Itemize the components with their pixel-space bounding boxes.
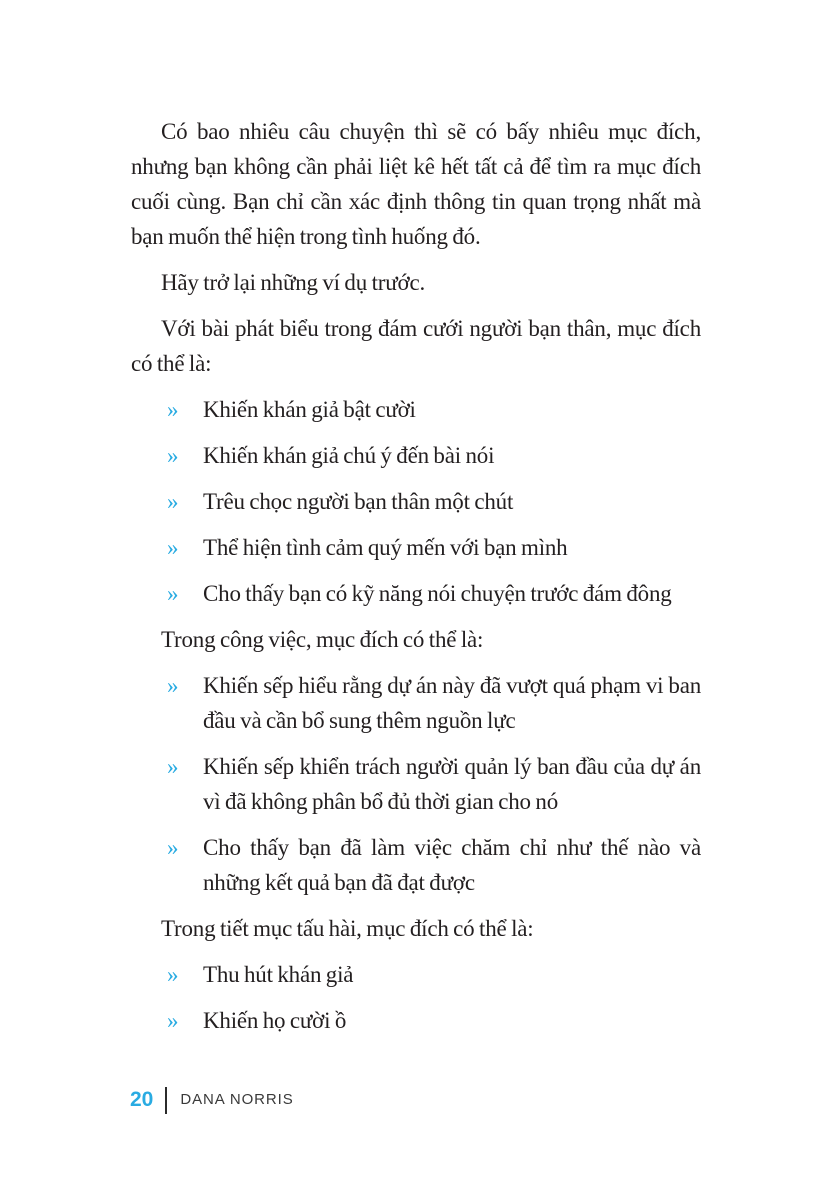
list-item <box>131 484 701 519</box>
list-item-text: Cho thấy bạn đã làm việc chăm chỉ như thế nào và những kết quả bạn đã đạt được <box>203 835 701 895</box>
list-item-text: Khiến họ cười ồ <box>203 1008 347 1033</box>
page-footer <box>130 1086 294 1114</box>
list-item <box>131 576 701 611</box>
list-item <box>131 749 701 819</box>
bullet-marker-icon: » <box>167 962 179 987</box>
bullet-marker-icon: » <box>167 443 179 468</box>
list-item-text: Cho thấy bạn có kỹ năng nói chuyện trước đám đông <box>203 581 672 606</box>
list-item <box>131 438 701 473</box>
paragraph: Trong công việc, mục đích có thể là: <box>161 627 484 652</box>
bullet-marker-icon: » <box>167 581 179 606</box>
list-item-text: Khiến khán giả chú ý đến bài nói <box>203 443 495 468</box>
paragraph: Có bao nhiêu câu chuyện thì sẽ có bấy nhiêu mục đích, nhưng bạn không cần phải liệt kê hết tất cả để tìm ra mục đích cuối cùng. Bạn chỉ cần xác định thông tin quan trọng nhất mà bạn muốn thể hiện trong tình huống đó. <box>131 119 701 249</box>
list-item-text: Trêu chọc người bạn thân một chút <box>203 489 514 514</box>
paragraph: Trong tiết mục tấu hài, mục đích có thể là: <box>161 916 534 941</box>
paragraph: Với bài phát biểu trong đám cưới người bạn thân, mục đích có thể là: <box>131 316 701 376</box>
bullet-marker-icon: » <box>167 1008 179 1033</box>
list-item-text: Khiến khán giả bật cười <box>203 397 416 422</box>
bullet-marker-icon: » <box>167 397 179 422</box>
list-item-text: Khiến sếp hiểu rằng dự án này đã vượt quá phạm vi ban đầu và cần bổ sung thêm nguồn lực <box>203 673 701 733</box>
page-number: 20 <box>130 1088 154 1111</box>
bullet-marker-icon: » <box>167 673 179 698</box>
paragraph: Hãy trở lại những ví dụ trước. <box>161 270 426 295</box>
list-item <box>131 830 701 900</box>
list-item-text: Thể hiện tình cảm quý mến với bạn mình <box>203 535 568 560</box>
list-item <box>131 957 701 992</box>
list-item <box>131 392 701 427</box>
list-item <box>131 668 701 738</box>
bullet-marker-icon: » <box>167 489 179 514</box>
list-item-text: Khiến sếp khiển trách người quản lý ban đầu của dự án vì đã không phân bổ đủ thời gian cho nó <box>203 754 701 814</box>
bullet-marker-icon: » <box>167 835 179 860</box>
list-item <box>131 530 701 565</box>
list-item-text: Thu hút khán giả <box>203 962 354 987</box>
bullet-marker-icon: » <box>167 535 179 560</box>
bullet-marker-icon: » <box>167 754 179 779</box>
page-content <box>131 114 701 1049</box>
footer-author: DANA NORRIS <box>180 1091 294 1108</box>
footer-divider <box>165 1087 167 1114</box>
list-item <box>131 1003 701 1038</box>
